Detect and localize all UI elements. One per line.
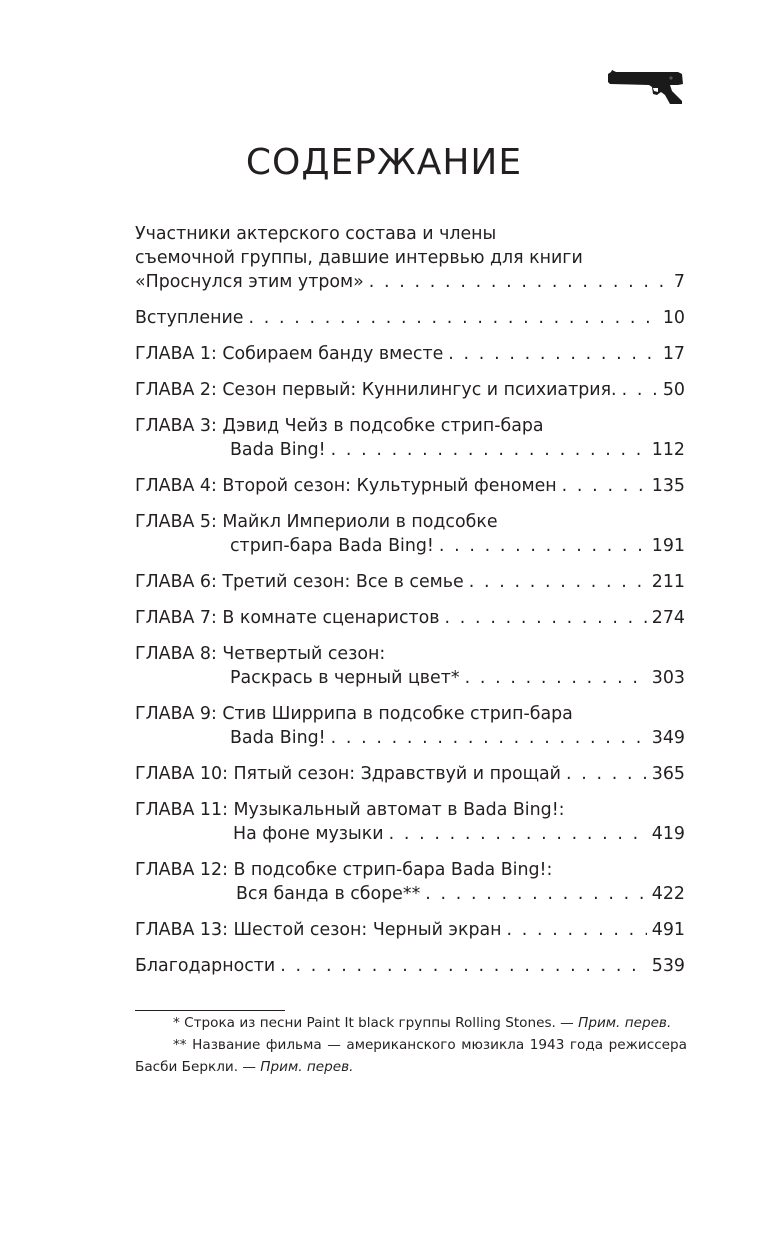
toc-entry[interactable] [135,918,685,942]
table-of-contents [135,222,685,990]
toc-page-number: 365 [651,764,685,784]
toc-page-number: 17 [662,344,685,364]
toc-entry-line: Участники актерского состава и члены [135,224,497,244]
toc-entry[interactable] [135,510,685,558]
footnote-divider [135,1010,285,1011]
dot-leader [562,474,647,498]
toc-page-number: 274 [651,608,685,628]
toc-entry-line: ГЛАВА 3: Дэвид Чейз в подсобке стрип-бара [135,416,544,436]
dot-leader [507,918,647,942]
toc-entry-line: На фоне музыки [233,824,384,844]
footnote-2: ** Название фильма — американского мюзикла 1943 года режиссера Басби Беркли. — Прим. перев. [135,1037,687,1075]
toc-entry-line: ГЛАВА 7: В комнате сценаристов [135,608,440,628]
toc-page-number: 349 [651,728,685,748]
toc-entry[interactable] [135,642,685,690]
toc-entry-line: ГЛАВА 12: В подсобке стрип-бара Bada Bing!: [135,860,553,880]
toc-entry-line: стрип-бара Bada Bing! [230,536,434,556]
toc-entry-line: Вступление [135,308,244,328]
toc-entry-line: «Проснулся этим утром» [135,272,364,292]
toc-page-number: 422 [651,884,685,904]
toc-page-number: 7 [673,272,685,292]
page-title: СОДЕРЖАНИЕ [245,142,523,183]
toc-entry[interactable] [135,378,685,402]
toc-page-number: 303 [651,668,685,688]
toc-entry-line: ГЛАВА 10: Пятый сезон: Здравствуй и прощай [135,764,561,784]
toc-entry[interactable] [135,858,685,906]
toc-entry[interactable] [135,702,685,750]
toc-entry-line: ГЛАВА 4: Второй сезон: Культурный феномен [135,476,557,496]
pistol-icon [608,68,688,106]
toc-entry[interactable] [135,954,685,978]
toc-entry-line: Вся банда в сборе** [236,884,421,904]
toc-entry[interactable] [135,798,685,846]
dot-leader [369,270,669,294]
dot-leader [622,378,658,402]
dot-leader [280,954,647,978]
toc-page-number: 112 [651,440,685,460]
dot-leader [448,342,658,366]
toc-page-number: 211 [651,572,685,592]
footnote-1: * Строка из песни Paint It black группы Rolling Stones. — Прим. перев. [173,1015,672,1031]
toc-entry-line: ГЛАВА 11: Музыкальный автомат в Bada Bing!: [135,800,565,820]
toc-entry-line: Bada Bing! [230,440,326,460]
toc-page-number: 419 [651,824,685,844]
dot-leader [566,762,647,786]
toc-entry-line: ГЛАВА 6: Третий сезон: Все в семье [135,572,464,592]
dot-leader [248,306,657,330]
dot-leader [439,534,647,558]
dot-leader [445,606,647,630]
toc-entry[interactable] [135,342,685,366]
toc-page-number: 539 [651,956,685,976]
toc-entry-line: ГЛАВА 13: Шестой сезон: Черный экран [135,920,502,940]
toc-entry-line: ГЛАВА 8: Четвертый сезон: [135,644,386,664]
dot-leader [331,726,647,750]
toc-entry-line: ГЛАВА 9: Стив Ширрипа в подсобке стрип-бара [135,704,573,724]
toc-entry[interactable] [135,414,685,462]
dot-leader [425,882,647,906]
toc-entry[interactable] [135,570,685,594]
toc-entry[interactable] [135,474,685,498]
toc-entry[interactable] [135,306,685,330]
toc-entry[interactable] [135,606,685,630]
toc-page-number: 135 [651,476,685,496]
dot-leader [465,666,647,690]
toc-page-number: 50 [662,380,685,400]
toc-entry-line: ГЛАВА 5: Майкл Империоли в подсобке [135,512,498,532]
toc-entry-line: ГЛАВА 2: Сезон первый: Куннилингус и психиатрия. [135,380,617,400]
dot-leader [389,822,647,846]
toc-page-number: 10 [662,308,685,328]
toc-entry[interactable] [135,762,685,786]
dot-leader [331,438,647,462]
toc-entry-line: Раскрась в черный цвет* [230,668,460,688]
dot-leader [469,570,647,594]
toc-page-number: 191 [651,536,685,556]
toc-entry-participants[interactable] [135,222,685,294]
toc-entry-line: Bada Bing! [230,728,326,748]
toc-entry-line: Благодарности [135,956,276,976]
toc-entry-line: съемочной группы, давшие интервью для книги [135,248,583,268]
footnotes [135,1012,687,1078]
toc-entry-line: ГЛАВА 1: Собираем банду вместе [135,344,444,364]
toc-page-number: 491 [651,920,685,940]
